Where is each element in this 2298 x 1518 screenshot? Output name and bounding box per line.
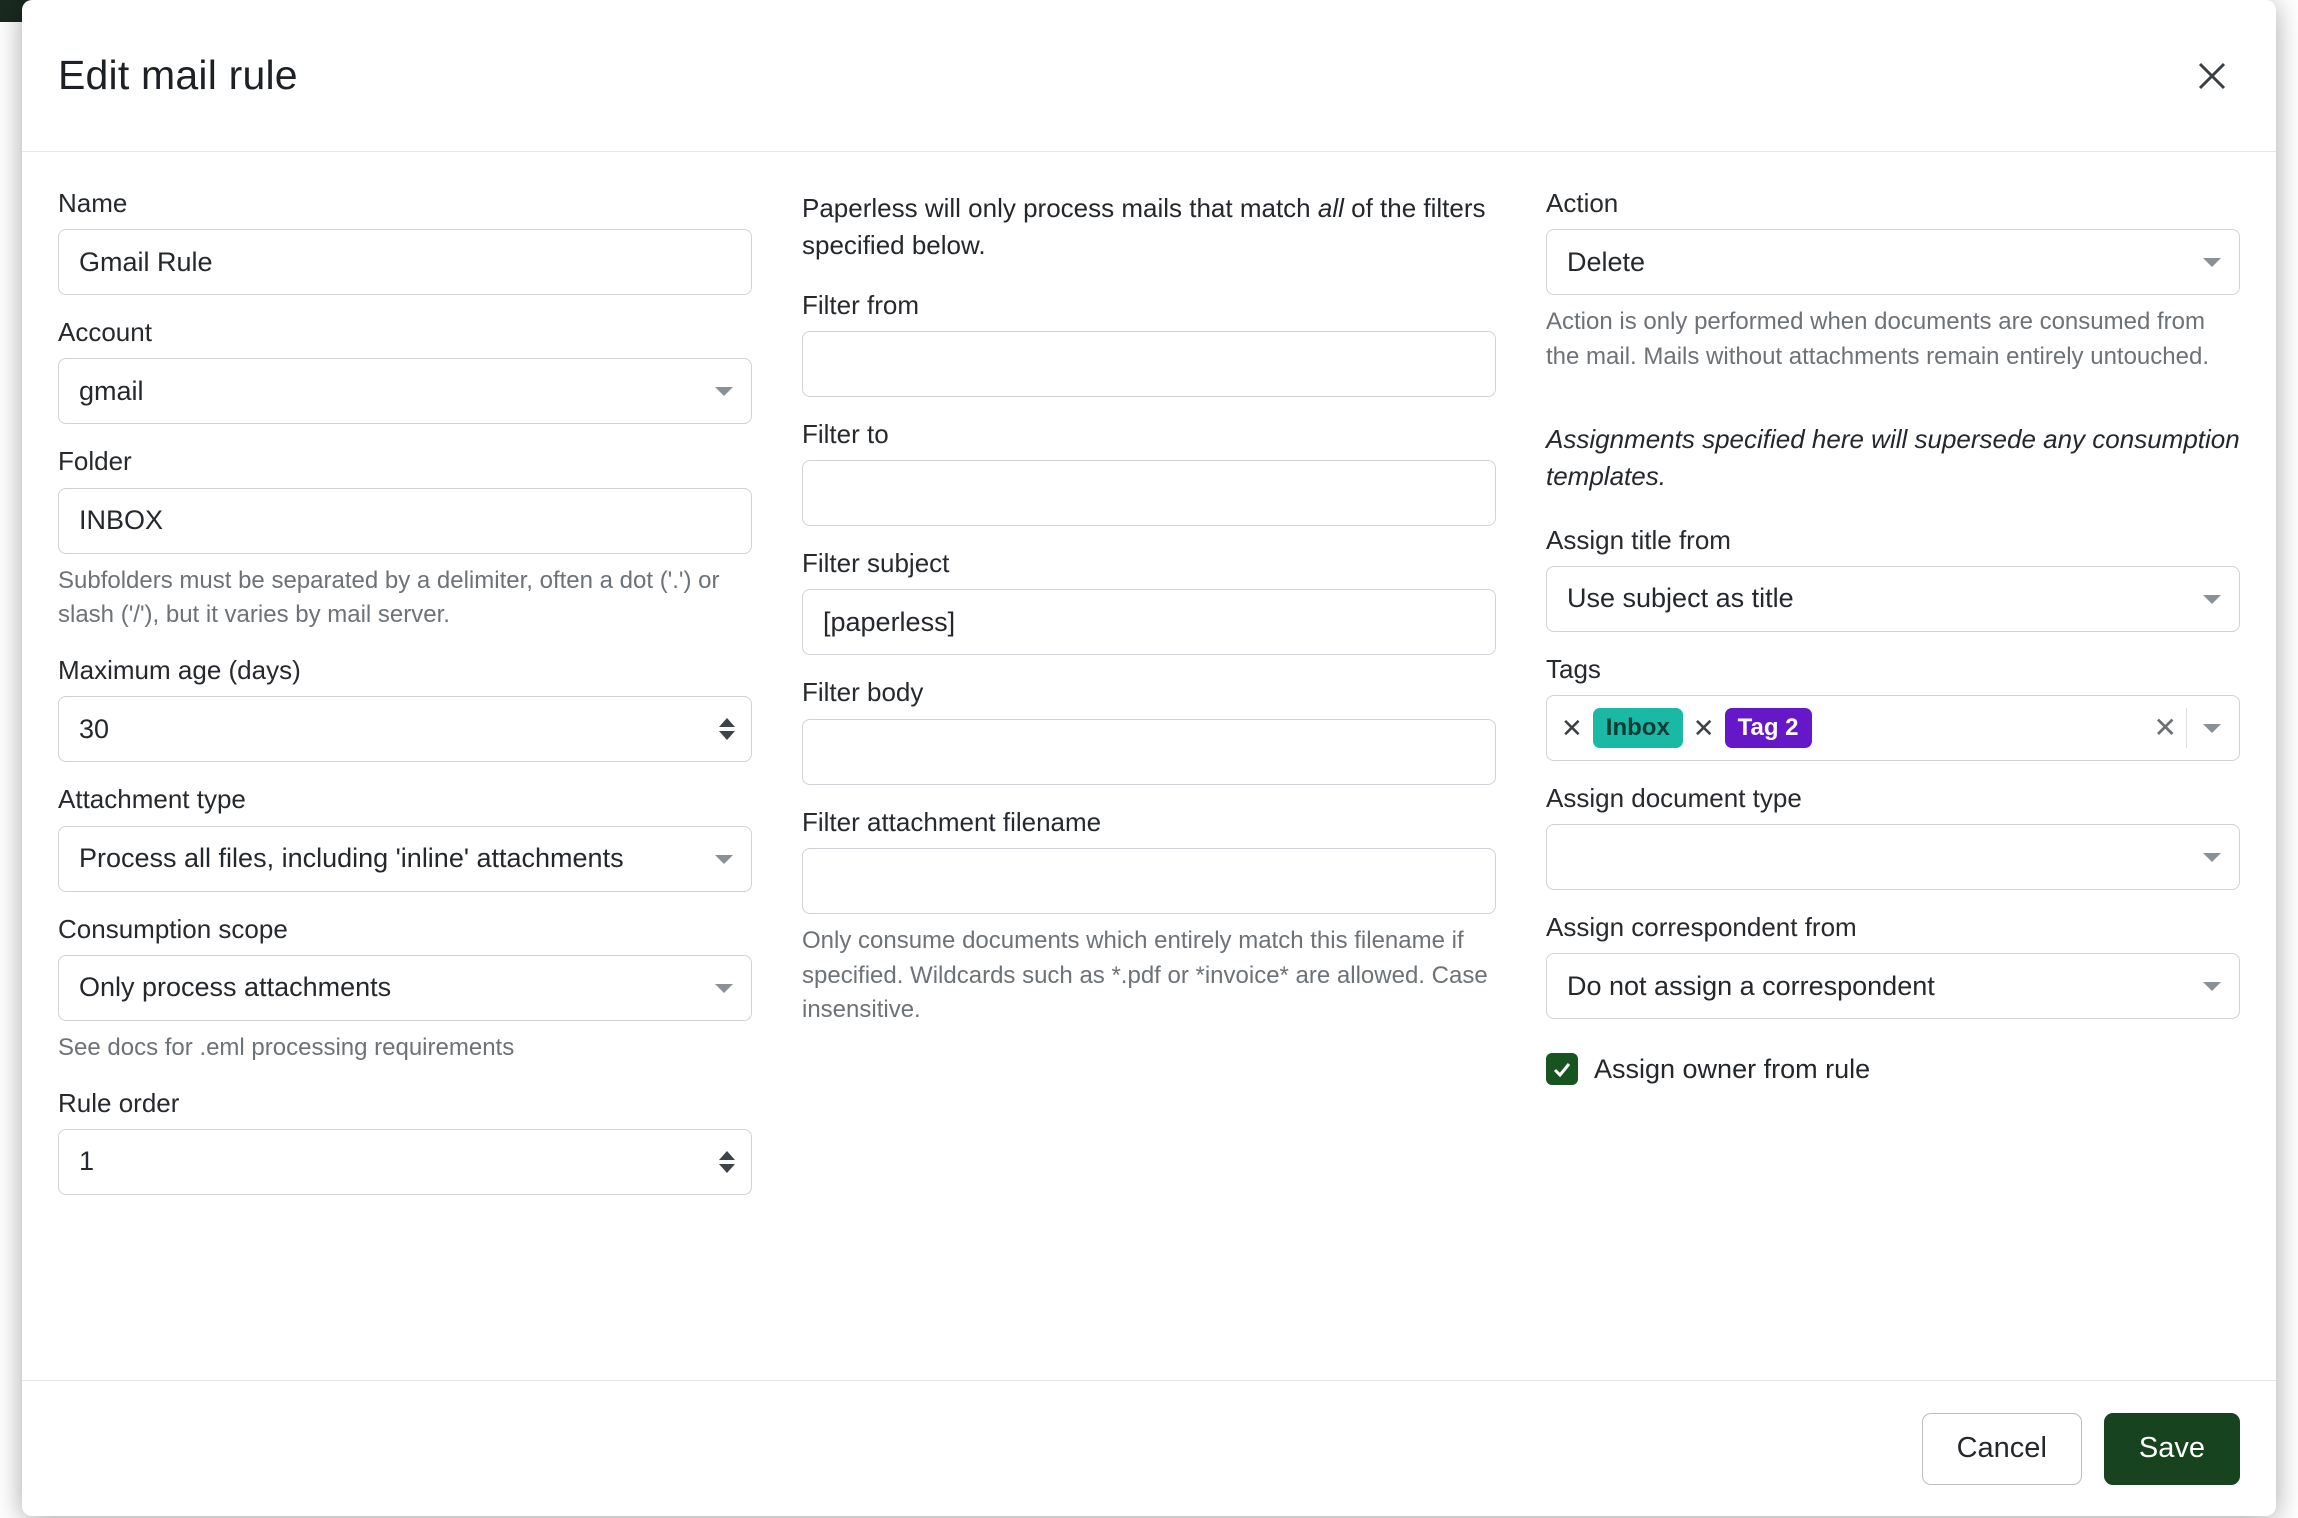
field-action — [1546, 188, 2240, 375]
filter-subject-label: Filter subject — [802, 548, 950, 579]
assign-owner-label: Assign owner from rule — [1594, 1053, 1871, 1084]
assign-correspondent-from-select[interactable] — [1546, 953, 2240, 1019]
chevron-down-icon — [2203, 853, 2221, 862]
field-filter-attachment-filename — [802, 807, 1496, 1029]
maximum-age-label: Maximum age (days) — [58, 655, 301, 686]
column-filters — [802, 188, 1496, 1380]
filter-attachment-filename-label: Filter attachment filename — [802, 806, 1102, 837]
chevron-down-icon — [2203, 724, 2221, 733]
consumption-scope-select[interactable] — [58, 955, 752, 1021]
field-filter-from — [802, 290, 1496, 397]
tags-multiselect[interactable] — [1546, 695, 2240, 761]
filter-attachment-filename-input[interactable] — [802, 848, 1496, 914]
assign-owner-checkbox[interactable] — [1546, 1053, 1578, 1085]
chevron-down-icon — [715, 855, 733, 864]
name-label: Name — [58, 188, 128, 218]
chevron-down-icon — [715, 984, 733, 993]
filter-from-label: Filter from — [802, 289, 919, 320]
field-consumption-scope — [58, 914, 752, 1066]
field-folder — [58, 446, 752, 633]
tag-chip-label: Tag 2 — [1725, 708, 1812, 748]
page-title: Edit mail rule — [58, 52, 298, 98]
stepper-down-icon[interactable] — [719, 1164, 735, 1173]
field-account — [58, 317, 752, 424]
assign-correspondent-from-value: Do not assign a correspondent — [1567, 970, 1935, 1001]
attachment-type-label: Attachment type — [58, 784, 246, 815]
field-rule-order — [58, 1088, 752, 1195]
filter-subject-value: [paperless] — [823, 606, 956, 637]
field-assign-document-type — [1546, 783, 2240, 890]
consumption-scope-help-text: See docs for .eml processing requirements — [58, 1033, 515, 1061]
folder-input-value: INBOX — [79, 505, 164, 536]
assign-title-from-select[interactable] — [1546, 566, 2240, 632]
stepper-up-icon[interactable] — [719, 1151, 735, 1160]
filter-subject-input[interactable] — [802, 589, 1496, 655]
rule-order-value: 1 — [79, 1146, 95, 1177]
action-help-text: Action is only performed when documents are consumed from the mail. Mails without attachments remain entirely untouched. — [1546, 308, 2209, 370]
account-select[interactable] — [58, 358, 752, 424]
filter-body-input[interactable] — [802, 719, 1496, 785]
clear-icon[interactable]: ✕ — [2153, 711, 2177, 743]
close-icon[interactable] — [2184, 48, 2240, 104]
assign-owner-from-rule-row[interactable] — [1546, 1053, 2240, 1085]
tag-chip[interactable] — [1561, 708, 1683, 748]
close-icon[interactable]: ✕ — [1692, 712, 1715, 743]
action-select-value: Delete — [1567, 246, 1646, 277]
field-filter-subject — [802, 548, 1496, 655]
field-attachment-type — [58, 784, 752, 891]
stepper-arrows-icon[interactable] — [719, 718, 735, 740]
assign-correspondent-from-label: Assign correspondent from — [1546, 912, 1857, 943]
folder-help-text: Subfolders must be separated by a delimiter, often a dot ('.') or slash ('/'), but it varies by mail server. — [58, 566, 720, 629]
field-assign-correspondent-from — [1546, 912, 2240, 1019]
account-select-value: gmail — [79, 375, 144, 406]
chevron-down-icon — [2203, 595, 2221, 604]
close-icon[interactable]: ✕ — [1561, 712, 1583, 743]
field-name — [58, 188, 752, 295]
tag-chip[interactable] — [1693, 708, 1812, 748]
maximum-age-value: 30 — [79, 713, 110, 744]
maximum-age-stepper[interactable] — [58, 696, 752, 762]
consumption-scope-value: Only process attachments — [79, 972, 392, 1003]
name-input-value: Gmail Rule — [79, 246, 213, 277]
stepper-down-icon[interactable] — [719, 731, 735, 740]
filter-to-input[interactable] — [802, 460, 1496, 526]
dialog-body — [22, 152, 2276, 1380]
filter-to-label: Filter to — [802, 419, 889, 449]
tags-label: Tags — [1546, 653, 1601, 684]
filters-intro-text — [802, 190, 1492, 264]
filters-intro-before: Paperless will only process mails that match — [802, 193, 1318, 223]
dialog-footer — [22, 1380, 2276, 1516]
column-general — [58, 188, 752, 1380]
action-select[interactable] — [1546, 229, 2240, 295]
field-maximum-age — [58, 655, 752, 762]
action-label: Action — [1546, 188, 1619, 218]
tag-chip-label: Inbox — [1593, 708, 1683, 748]
account-label: Account — [58, 317, 152, 348]
field-filter-body — [802, 677, 1496, 784]
stepper-up-icon[interactable] — [719, 718, 735, 727]
edit-mail-rule-dialog — [22, 0, 2276, 1516]
cancel-button[interactable]: Cancel — [1922, 1413, 2082, 1485]
stepper-arrows-icon[interactable] — [719, 1151, 735, 1173]
field-assign-title-from — [1546, 525, 2240, 632]
assign-title-from-label: Assign title from — [1546, 524, 1731, 555]
save-button[interactable]: Save — [2104, 1413, 2240, 1485]
field-tags — [1546, 654, 2240, 761]
column-actions — [1546, 188, 2240, 1380]
name-input[interactable] — [58, 229, 752, 295]
folder-input[interactable] — [58, 488, 752, 554]
attachment-type-select[interactable] — [58, 826, 752, 892]
consumption-scope-label: Consumption scope — [58, 913, 288, 944]
field-filter-to — [802, 419, 1496, 526]
filter-from-input[interactable] — [802, 331, 1496, 397]
assign-title-from-value: Use subject as title — [1567, 583, 1794, 614]
chevron-down-icon — [2203, 982, 2221, 991]
filters-intro-after: of the filters specified below. — [802, 193, 1486, 260]
filter-body-label: Filter body — [802, 677, 924, 708]
assign-document-type-select[interactable] — [1546, 824, 2240, 890]
rule-order-stepper[interactable] — [58, 1129, 752, 1195]
divider — [2186, 708, 2187, 748]
assignments-note: Assignments specified here will supersede any consumption templates. — [1546, 423, 2240, 491]
attachment-type-value: Process all files, including 'inline' attachments — [79, 843, 624, 874]
page-left-edge — [0, 22, 22, 1518]
chevron-down-icon — [2203, 258, 2221, 267]
assign-document-type-label: Assign document type — [1546, 782, 1802, 813]
dialog-header — [22, 0, 2276, 152]
filters-intro-emphasis: all — [1317, 193, 1344, 223]
rule-order-label: Rule order — [58, 1087, 180, 1118]
filter-attachment-help-text: Only consume documents which entirely match this filename if specified. Wildcards such as *.pdf or *invoice* are allowed. Case insensitive. — [802, 926, 1488, 1024]
chevron-down-icon — [715, 387, 733, 396]
folder-label: Folder — [58, 446, 132, 477]
